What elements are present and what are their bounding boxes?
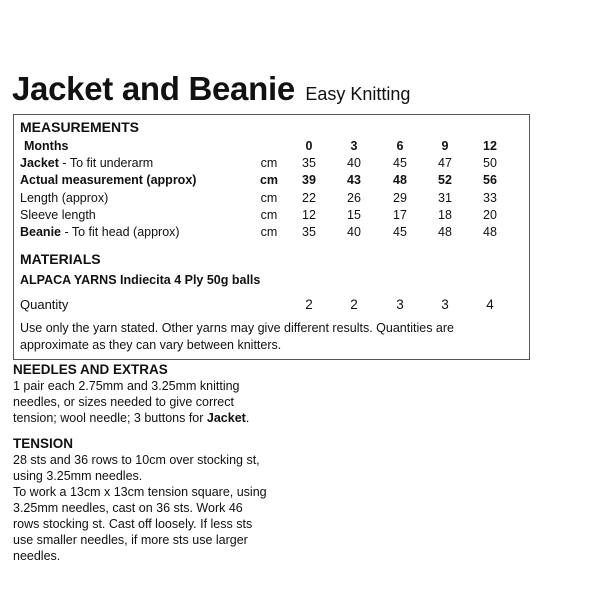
quantity-value: 4 — [486, 297, 494, 312]
row-unit: cm — [260, 191, 278, 205]
cell-value: 56 — [483, 173, 497, 187]
tension-paragraph-2: To work a 13cm x 13cm tension square, using 3.25mm needles, cast on 36 sts. Work 46 rows stocking st. Cast off loosely. If less sts use smaller needles, if more sts use larger needles. — [13, 485, 267, 563]
quantity-value: 2 — [350, 297, 358, 312]
cell-value: 17 — [393, 208, 407, 222]
cell-value: 33 — [483, 191, 497, 205]
tension-paragraph-1: 28 sts and 36 rows to 10cm over stocking st, using 3.25mm needles. — [13, 453, 260, 483]
row-unit: cm — [260, 156, 278, 170]
row-unit: cm — [259, 173, 279, 187]
cell-value: 15 — [347, 208, 361, 222]
cell-value: 45 — [393, 156, 407, 170]
table-row — [20, 223, 525, 241]
cell-value: 35 — [302, 225, 316, 239]
quantity-value: 2 — [305, 297, 313, 312]
table-row — [20, 189, 525, 207]
quantity-row — [20, 296, 525, 314]
month-value: 12 — [483, 139, 497, 153]
cell-value: 31 — [438, 191, 452, 205]
yarn-note: Use only the yarn stated. Other yarns may give different results. Quantities are approximate as they can vary between knitters. — [20, 321, 455, 352]
tension-heading: TENSION — [13, 436, 74, 451]
table-row — [20, 154, 525, 172]
cell-value: 20 — [483, 208, 497, 222]
row-label: Actual measurement (approx) — [20, 173, 197, 187]
cell-value: 48 — [393, 173, 407, 187]
cell-value: 39 — [302, 173, 316, 187]
cell-value: 40 — [347, 225, 361, 239]
cell-value: 43 — [347, 173, 361, 187]
table-row — [20, 171, 525, 189]
page-title — [12, 70, 410, 108]
month-value: 6 — [396, 139, 404, 153]
cell-value: 48 — [483, 225, 497, 239]
cell-value: 52 — [438, 173, 452, 187]
quantity-value: 3 — [441, 297, 449, 312]
needles-heading: NEEDLES AND EXTRAS — [13, 362, 168, 377]
months-label: Months — [24, 139, 69, 153]
cell-value: 48 — [438, 225, 452, 239]
yarn-description: ALPACA YARNS Indiecita 4 Ply 50g balls — [20, 273, 261, 287]
cell-value: 47 — [438, 156, 452, 170]
month-value: 0 — [305, 139, 313, 153]
cell-value: 18 — [438, 208, 452, 222]
row-unit: cm — [260, 225, 278, 239]
cell-value: 50 — [483, 156, 497, 170]
title-subtitle: Easy Knitting — [305, 84, 411, 104]
row-label: Jacket - To fit underarm — [20, 156, 154, 170]
cell-value: 40 — [347, 156, 361, 170]
table-row — [20, 206, 525, 224]
row-label: Sleeve length — [20, 208, 96, 222]
cell-value: 26 — [347, 191, 361, 205]
needles-text: 1 pair each 2.75mm and 3.25mm knitting needles, or sizes needed to give correct tension; wool needle; 3 buttons for Jacket. — [13, 379, 250, 425]
months-header-row — [20, 137, 525, 155]
cell-value: 45 — [393, 225, 407, 239]
title-main: Jacket and Beanie — [12, 70, 295, 107]
month-value: 3 — [350, 139, 358, 153]
cell-value: 22 — [302, 191, 316, 205]
row-label: Beanie - To fit head (approx) — [20, 225, 180, 239]
quantity-value: 3 — [396, 297, 404, 312]
row-label: Length (approx) — [20, 191, 109, 205]
materials-heading: MATERIALS — [20, 251, 101, 267]
quantity-label: Quantity — [20, 297, 69, 312]
month-value: 9 — [441, 139, 449, 153]
cell-value: 29 — [393, 191, 407, 205]
cell-value: 12 — [302, 208, 316, 222]
cell-value: 35 — [302, 156, 316, 170]
row-unit: cm — [260, 208, 278, 222]
measurements-heading: MEASUREMENTS — [20, 119, 140, 135]
